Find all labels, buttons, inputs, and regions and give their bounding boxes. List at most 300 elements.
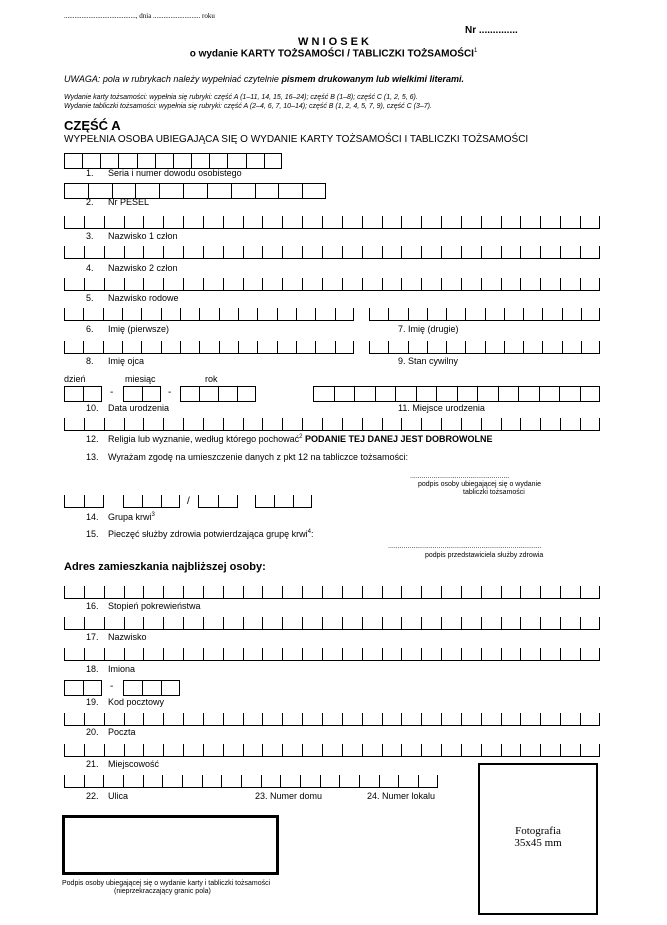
character-cell[interactable] <box>518 387 539 401</box>
character-cell[interactable] <box>161 341 180 353</box>
character-cell[interactable] <box>262 713 282 725</box>
character-cell[interactable] <box>173 154 191 168</box>
character-cell[interactable] <box>243 278 263 290</box>
character-cell[interactable] <box>64 713 84 725</box>
character-cell[interactable] <box>163 617 183 629</box>
character-cell[interactable] <box>64 184 88 198</box>
character-cell[interactable] <box>124 216 144 228</box>
character-cell[interactable] <box>401 278 421 290</box>
character-cell[interactable] <box>163 744 183 756</box>
character-cell[interactable] <box>421 278 441 290</box>
surname-2-boxes[interactable] <box>64 246 600 259</box>
character-cell[interactable] <box>382 586 402 598</box>
character-cell[interactable] <box>322 418 342 430</box>
character-cell[interactable] <box>501 278 521 290</box>
character-cell[interactable] <box>540 216 560 228</box>
character-cell[interactable] <box>441 617 461 629</box>
character-cell[interactable] <box>446 341 465 353</box>
character-cell[interactable] <box>498 387 519 401</box>
character-cell[interactable] <box>282 418 302 430</box>
character-cell[interactable] <box>560 713 580 725</box>
number-field[interactable]: Nr .............. <box>465 25 518 36</box>
character-cell[interactable] <box>84 418 104 430</box>
character-cell[interactable] <box>231 184 255 198</box>
character-cell[interactable] <box>362 586 382 598</box>
character-cell[interactable] <box>64 495 84 507</box>
character-cell[interactable] <box>401 418 421 430</box>
character-cell[interactable] <box>64 308 83 320</box>
character-cell[interactable] <box>124 278 144 290</box>
character-cell[interactable] <box>562 308 581 320</box>
character-cell[interactable] <box>64 681 83 695</box>
character-cell[interactable] <box>542 341 561 353</box>
character-cell[interactable] <box>143 713 163 725</box>
character-cell[interactable] <box>246 154 264 168</box>
place-date-line[interactable]: ........................................., dnia ........................... roku <box>64 12 215 20</box>
character-cell[interactable] <box>382 648 402 660</box>
character-cell[interactable] <box>416 387 437 401</box>
character-cell[interactable] <box>481 648 501 660</box>
character-cell[interactable] <box>221 775 241 787</box>
character-cell[interactable] <box>401 713 421 725</box>
character-cell[interactable] <box>218 495 238 507</box>
character-cell[interactable] <box>465 308 484 320</box>
character-cell[interactable] <box>322 278 342 290</box>
character-cell[interactable] <box>580 278 600 290</box>
character-cell[interactable] <box>481 617 501 629</box>
character-cell[interactable] <box>580 216 600 228</box>
blood-group-box-2[interactable] <box>123 495 180 508</box>
character-cell[interactable] <box>560 586 580 598</box>
character-cell[interactable] <box>203 648 223 660</box>
character-cell[interactable] <box>182 775 202 787</box>
character-cell[interactable] <box>183 648 203 660</box>
birth-place-boxes[interactable] <box>313 386 600 402</box>
character-cell[interactable] <box>203 418 223 430</box>
character-cell[interactable] <box>441 713 461 725</box>
character-cell[interactable] <box>103 308 122 320</box>
character-cell[interactable] <box>322 648 342 660</box>
character-cell[interactable] <box>104 586 124 598</box>
character-cell[interactable] <box>243 713 263 725</box>
character-cell[interactable] <box>262 246 282 258</box>
character-cell[interactable] <box>481 246 501 258</box>
character-cell[interactable] <box>362 713 382 725</box>
character-cell[interactable] <box>243 648 263 660</box>
character-cell[interactable] <box>82 154 100 168</box>
character-cell[interactable] <box>161 681 180 695</box>
character-cell[interactable] <box>241 775 261 787</box>
character-cell[interactable] <box>539 387 560 401</box>
character-cell[interactable] <box>203 617 223 629</box>
character-cell[interactable] <box>124 586 144 598</box>
character-cell[interactable] <box>180 387 199 401</box>
character-cell[interactable] <box>180 341 199 353</box>
character-cell[interactable] <box>282 713 302 725</box>
character-cell[interactable] <box>560 617 580 629</box>
character-cell[interactable] <box>203 744 223 756</box>
character-cell[interactable] <box>84 775 104 787</box>
character-cell[interactable] <box>64 586 84 598</box>
character-cell[interactable] <box>223 216 243 228</box>
character-cell[interactable] <box>282 246 302 258</box>
character-cell[interactable] <box>421 617 441 629</box>
character-cell[interactable] <box>203 246 223 258</box>
character-cell[interactable] <box>342 713 362 725</box>
character-cell[interactable] <box>141 341 160 353</box>
religion-boxes[interactable] <box>64 418 600 431</box>
character-cell[interactable] <box>124 418 144 430</box>
character-cell[interactable] <box>143 648 163 660</box>
character-cell[interactable] <box>501 648 521 660</box>
character-cell[interactable] <box>520 617 540 629</box>
character-cell[interactable] <box>520 418 540 430</box>
character-cell[interactable] <box>342 216 362 228</box>
character-cell[interactable] <box>559 387 580 401</box>
character-cell[interactable] <box>520 216 540 228</box>
character-cell[interactable] <box>209 154 227 168</box>
character-cell[interactable] <box>369 341 388 353</box>
character-cell[interactable] <box>124 246 144 258</box>
character-cell[interactable] <box>198 495 218 507</box>
character-cell[interactable] <box>560 648 580 660</box>
character-cell[interactable] <box>461 713 481 725</box>
character-cell[interactable] <box>183 216 203 228</box>
locality-boxes[interactable] <box>64 744 600 757</box>
character-cell[interactable] <box>501 744 521 756</box>
character-cell[interactable] <box>64 216 84 228</box>
character-cell[interactable] <box>163 648 183 660</box>
character-cell[interactable] <box>64 246 84 258</box>
character-cell[interactable] <box>142 495 161 507</box>
character-cell[interactable] <box>520 586 540 598</box>
character-cell[interactable] <box>504 341 523 353</box>
character-cell[interactable] <box>342 586 362 598</box>
character-cell[interactable] <box>313 387 334 401</box>
character-cell[interactable] <box>362 216 382 228</box>
birth-day-boxes[interactable] <box>64 386 102 402</box>
character-cell[interactable] <box>342 278 362 290</box>
character-cell[interactable] <box>84 617 104 629</box>
character-cell[interactable] <box>64 387 83 401</box>
character-cell[interactable] <box>223 713 243 725</box>
character-cell[interactable] <box>257 341 276 353</box>
character-cell[interactable] <box>581 308 600 320</box>
character-cell[interactable] <box>183 586 203 598</box>
character-cell[interactable] <box>280 775 300 787</box>
character-cell[interactable] <box>183 418 203 430</box>
character-cell[interactable] <box>401 216 421 228</box>
character-cell[interactable] <box>342 744 362 756</box>
character-cell[interactable] <box>401 617 421 629</box>
character-cell[interactable] <box>123 681 142 695</box>
character-cell[interactable] <box>163 278 183 290</box>
character-cell[interactable] <box>223 418 243 430</box>
character-cell[interactable] <box>421 418 441 430</box>
character-cell[interactable] <box>421 744 441 756</box>
character-cell[interactable] <box>481 713 501 725</box>
character-cell[interactable] <box>282 278 302 290</box>
character-cell[interactable] <box>104 713 124 725</box>
character-cell[interactable] <box>64 154 82 168</box>
character-cell[interactable] <box>421 216 441 228</box>
character-cell[interactable] <box>282 216 302 228</box>
character-cell[interactable] <box>262 648 282 660</box>
character-cell[interactable] <box>501 216 521 228</box>
character-cell[interactable] <box>143 775 163 787</box>
post-office-boxes[interactable] <box>64 713 600 726</box>
character-cell[interactable] <box>163 713 183 725</box>
character-cell[interactable] <box>427 341 446 353</box>
character-cell[interactable] <box>104 744 124 756</box>
character-cell[interactable] <box>485 308 504 320</box>
surname-1-boxes[interactable] <box>64 216 600 229</box>
character-cell[interactable] <box>501 246 521 258</box>
character-cell[interactable] <box>183 184 207 198</box>
character-cell[interactable] <box>421 586 441 598</box>
character-cell[interactable] <box>238 308 257 320</box>
character-cell[interactable] <box>501 586 521 598</box>
character-cell[interactable] <box>261 775 281 787</box>
character-cell[interactable] <box>100 154 118 168</box>
character-cell[interactable] <box>274 495 293 507</box>
relationship-boxes[interactable] <box>64 586 600 599</box>
character-cell[interactable] <box>560 418 580 430</box>
character-cell[interactable] <box>161 495 180 507</box>
character-cell[interactable] <box>255 495 274 507</box>
character-cell[interactable] <box>362 278 382 290</box>
character-cell[interactable] <box>83 308 102 320</box>
marital-status-boxes[interactable] <box>369 341 600 354</box>
character-cell[interactable] <box>219 341 238 353</box>
character-cell[interactable] <box>64 418 84 430</box>
character-cell[interactable] <box>142 387 161 401</box>
character-cell[interactable] <box>243 617 263 629</box>
character-cell[interactable] <box>560 246 580 258</box>
character-cell[interactable] <box>398 775 418 787</box>
character-cell[interactable] <box>540 418 560 430</box>
contact-surname-boxes[interactable] <box>64 617 600 630</box>
blood-group-box-4[interactable] <box>255 495 312 508</box>
character-cell[interactable] <box>501 617 521 629</box>
character-cell[interactable] <box>141 308 160 320</box>
character-cell[interactable] <box>183 246 203 258</box>
character-cell[interactable] <box>262 744 282 756</box>
character-cell[interactable] <box>421 246 441 258</box>
character-cell[interactable] <box>183 278 203 290</box>
character-cell[interactable] <box>124 648 144 660</box>
character-cell[interactable] <box>122 341 141 353</box>
character-cell[interactable] <box>302 586 322 598</box>
character-cell[interactable] <box>382 617 402 629</box>
character-cell[interactable] <box>580 713 600 725</box>
character-cell[interactable] <box>540 617 560 629</box>
birth-month-boxes[interactable] <box>123 386 161 402</box>
character-cell[interactable] <box>123 775 143 787</box>
character-cell[interactable] <box>64 341 83 353</box>
character-cell[interactable] <box>143 744 163 756</box>
character-cell[interactable] <box>441 744 461 756</box>
character-cell[interactable] <box>322 744 342 756</box>
character-cell[interactable] <box>183 713 203 725</box>
character-cell[interactable] <box>481 216 501 228</box>
character-cell[interactable] <box>257 308 276 320</box>
character-cell[interactable] <box>504 308 523 320</box>
character-cell[interactable] <box>362 744 382 756</box>
character-cell[interactable] <box>581 341 600 353</box>
character-cell[interactable] <box>203 586 223 598</box>
character-cell[interactable] <box>124 713 144 725</box>
character-cell[interactable] <box>540 246 560 258</box>
character-cell[interactable] <box>322 216 342 228</box>
father-name-boxes[interactable] <box>64 341 354 354</box>
character-cell[interactable] <box>560 278 580 290</box>
family-name-boxes[interactable] <box>64 278 600 291</box>
character-cell[interactable] <box>501 418 521 430</box>
character-cell[interactable] <box>354 387 375 401</box>
character-cell[interactable] <box>227 154 245 168</box>
character-cell[interactable] <box>104 617 124 629</box>
character-cell[interactable] <box>296 341 315 353</box>
character-cell[interactable] <box>375 387 396 401</box>
character-cell[interactable] <box>520 744 540 756</box>
character-cell[interactable] <box>520 246 540 258</box>
character-cell[interactable] <box>124 744 144 756</box>
character-cell[interactable] <box>427 308 446 320</box>
character-cell[interactable] <box>143 278 163 290</box>
character-cell[interactable] <box>322 617 342 629</box>
character-cell[interactable] <box>580 387 601 401</box>
character-cell[interactable] <box>84 648 104 660</box>
character-cell[interactable] <box>293 495 312 507</box>
character-cell[interactable] <box>580 246 600 258</box>
consent-signature-line[interactable]: ................................................... <box>410 473 510 480</box>
character-cell[interactable] <box>162 775 182 787</box>
character-cell[interactable] <box>362 648 382 660</box>
character-cell[interactable] <box>441 586 461 598</box>
character-cell[interactable] <box>540 713 560 725</box>
character-cell[interactable] <box>300 775 320 787</box>
character-cell[interactable] <box>436 387 457 401</box>
character-cell[interactable] <box>199 341 218 353</box>
character-cell[interactable] <box>84 216 104 228</box>
character-cell[interactable] <box>520 648 540 660</box>
character-cell[interactable] <box>461 418 481 430</box>
character-cell[interactable] <box>580 744 600 756</box>
character-cell[interactable] <box>84 713 104 725</box>
character-cell[interactable] <box>441 216 461 228</box>
character-cell[interactable] <box>302 744 322 756</box>
character-cell[interactable] <box>580 648 600 660</box>
signature-box[interactable] <box>62 815 279 875</box>
character-cell[interactable] <box>84 495 104 507</box>
character-cell[interactable] <box>262 216 282 228</box>
character-cell[interactable] <box>143 216 163 228</box>
character-cell[interactable] <box>203 278 223 290</box>
character-cell[interactable] <box>112 184 136 198</box>
character-cell[interactable] <box>560 744 580 756</box>
character-cell[interactable] <box>335 308 354 320</box>
character-cell[interactable] <box>243 246 263 258</box>
character-cell[interactable] <box>322 713 342 725</box>
character-cell[interactable] <box>359 775 379 787</box>
character-cell[interactable] <box>202 775 222 787</box>
character-cell[interactable] <box>408 341 427 353</box>
character-cell[interactable] <box>183 617 203 629</box>
character-cell[interactable] <box>223 744 243 756</box>
character-cell[interactable] <box>84 278 104 290</box>
character-cell[interactable] <box>369 308 388 320</box>
character-cell[interactable] <box>203 216 223 228</box>
character-cell[interactable] <box>122 308 141 320</box>
character-cell[interactable] <box>388 308 407 320</box>
character-cell[interactable] <box>163 418 183 430</box>
character-cell[interactable] <box>207 184 231 198</box>
character-cell[interactable] <box>277 341 296 353</box>
character-cell[interactable] <box>83 387 102 401</box>
character-cell[interactable] <box>362 246 382 258</box>
character-cell[interactable] <box>362 617 382 629</box>
character-cell[interactable] <box>64 617 84 629</box>
character-cell[interactable] <box>334 387 355 401</box>
character-cell[interactable] <box>461 278 481 290</box>
character-cell[interactable] <box>84 744 104 756</box>
character-cell[interactable] <box>382 246 402 258</box>
character-cell[interactable] <box>180 308 199 320</box>
character-cell[interactable] <box>302 648 322 660</box>
character-cell[interactable] <box>382 278 402 290</box>
character-cell[interactable] <box>395 387 416 401</box>
character-cell[interactable] <box>322 246 342 258</box>
character-cell[interactable] <box>461 216 481 228</box>
character-cell[interactable] <box>282 648 302 660</box>
photo-box[interactable] <box>478 763 598 915</box>
character-cell[interactable] <box>163 216 183 228</box>
character-cell[interactable] <box>540 586 560 598</box>
character-cell[interactable] <box>143 617 163 629</box>
character-cell[interactable] <box>88 184 112 198</box>
character-cell[interactable] <box>223 278 243 290</box>
character-cell[interactable] <box>382 216 402 228</box>
character-cell[interactable] <box>282 744 302 756</box>
character-cell[interactable] <box>342 418 362 430</box>
character-cell[interactable] <box>382 713 402 725</box>
character-cell[interactable] <box>191 154 209 168</box>
character-cell[interactable] <box>441 418 461 430</box>
character-cell[interactable] <box>523 308 542 320</box>
postal-code-boxes-1[interactable] <box>64 680 102 696</box>
character-cell[interactable] <box>223 617 243 629</box>
character-cell[interactable] <box>203 713 223 725</box>
blood-group-box-1[interactable] <box>64 495 104 508</box>
character-cell[interactable] <box>540 648 560 660</box>
character-cell[interactable] <box>64 775 84 787</box>
character-cell[interactable] <box>143 418 163 430</box>
character-cell[interactable] <box>243 216 263 228</box>
character-cell[interactable] <box>302 418 322 430</box>
character-cell[interactable] <box>104 246 124 258</box>
character-cell[interactable] <box>485 341 504 353</box>
character-cell[interactable] <box>103 775 123 787</box>
character-cell[interactable] <box>401 648 421 660</box>
character-cell[interactable] <box>382 744 402 756</box>
character-cell[interactable] <box>199 387 218 401</box>
character-cell[interactable] <box>342 617 362 629</box>
character-cell[interactable] <box>580 418 600 430</box>
character-cell[interactable] <box>342 648 362 660</box>
character-cell[interactable] <box>520 713 540 725</box>
character-cell[interactable] <box>520 278 540 290</box>
